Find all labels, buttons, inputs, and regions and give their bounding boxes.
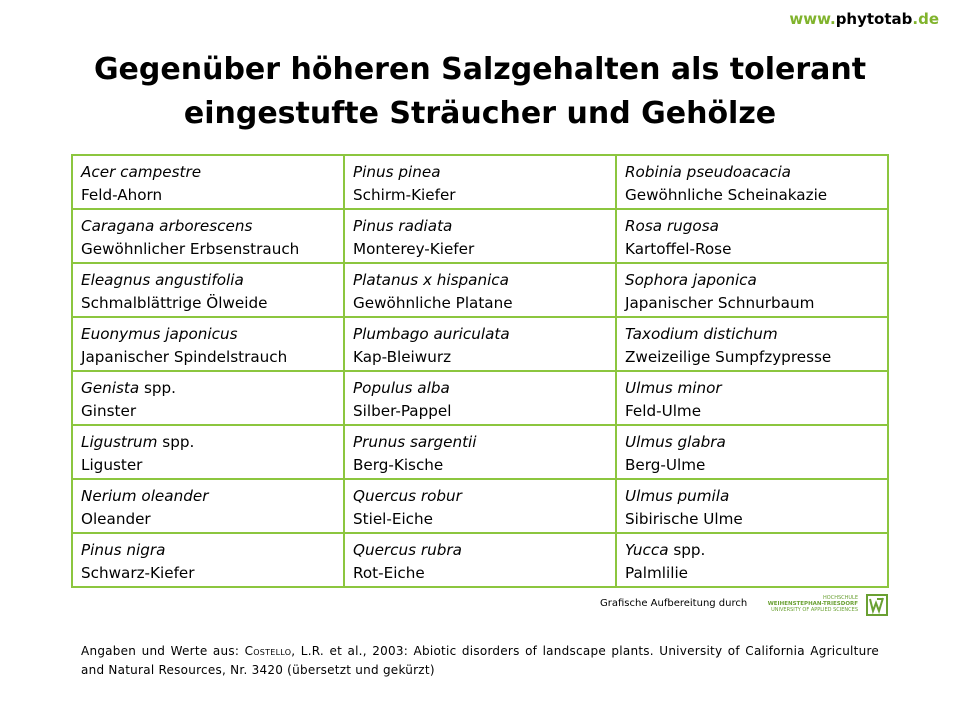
table-cell: [616, 263, 888, 317]
common-name: Ginster: [81, 402, 137, 420]
latin-name-text: Taxodium distichum: [625, 325, 778, 343]
table-cell: [616, 317, 888, 371]
table-cell: [344, 209, 616, 263]
latin-name: [625, 269, 878, 292]
table-cell: [616, 155, 888, 209]
common-name: Sibirische Ulme: [625, 510, 743, 528]
hswt-logo: [767, 594, 888, 616]
table-cell: [72, 533, 344, 587]
table-cell: [616, 209, 888, 263]
table-cell: [72, 425, 344, 479]
site-url-prefix: www.: [789, 10, 836, 28]
common-name: Schwarz-Kiefer: [81, 564, 195, 582]
latin-name-suffix: spp.: [139, 379, 176, 397]
latin-name: [81, 377, 334, 400]
latin-name-text: Eleagnus angustifolia: [81, 271, 244, 289]
common-name: Stiel-Eiche: [353, 510, 433, 528]
latin-name: [353, 431, 606, 454]
common-name: Rot-Eiche: [353, 564, 425, 582]
table-cell: [344, 425, 616, 479]
table-cell: [344, 155, 616, 209]
common-name: Zweizeilige Sumpfzypresse: [625, 348, 832, 366]
latin-name: [625, 539, 878, 562]
source-citation: [81, 642, 879, 680]
latin-name: [625, 377, 878, 400]
latin-name-text: Rosa rugosa: [625, 217, 719, 235]
common-name: Liguster: [81, 456, 143, 474]
latin-name-text: Plumbago auriculata: [353, 325, 510, 343]
site-url-name: phytotab: [835, 10, 913, 28]
latin-name-text: Robinia pseudoacacia: [625, 163, 791, 181]
latin-name: [625, 431, 878, 454]
table-cell: [344, 317, 616, 371]
latin-name: [353, 539, 606, 562]
table-row: [72, 425, 888, 479]
logo-line1: HOCHSCHULE: [823, 595, 858, 601]
latin-name-text: Euonymus japonicus: [81, 325, 238, 343]
common-name: Berg-Kische: [353, 456, 444, 474]
latin-name-text: Quercus robur: [353, 487, 462, 505]
common-name: Silber-Pappel: [353, 402, 452, 420]
table-cell: [344, 263, 616, 317]
table-row: [72, 263, 888, 317]
source-rest: , L.R. et al., 2003: Abiotic disorders of landscape plants. University of California Agriculture and Natural Resources, Nr. 3420 (übersetzt und gekürzt): [81, 644, 879, 677]
common-name: Palmlilie: [625, 564, 689, 582]
latin-name: [625, 323, 878, 346]
table-cell: [616, 533, 888, 587]
common-name: Monterey-Kiefer: [353, 240, 475, 258]
latin-name: [81, 485, 334, 508]
table-cell: [72, 263, 344, 317]
table-cell: [72, 479, 344, 533]
latin-name-text: Pinus nigra: [81, 541, 166, 559]
hswt-logo-text: [748, 595, 858, 613]
latin-name: [81, 431, 334, 454]
logo-line2: WEIHENSTEPHAN-TRIESDORF: [767, 601, 858, 607]
latin-name: [81, 269, 334, 292]
table-cell: [72, 317, 344, 371]
table-row: [72, 371, 888, 425]
latin-name: [353, 377, 606, 400]
table-cell: [72, 209, 344, 263]
table-row: [72, 533, 888, 587]
table-cell: [344, 479, 616, 533]
common-name: Feld-Ulme: [625, 402, 702, 420]
table-row: [72, 479, 888, 533]
latin-name-text: Acer campestre: [81, 163, 202, 181]
logo-line3: UNIVERSITY OF APPLIED SCIENCES: [771, 607, 858, 613]
latin-name: [353, 215, 606, 238]
table-row: [72, 317, 888, 371]
latin-name: [353, 323, 606, 346]
common-name: Gewöhnliche Scheinakazie: [625, 186, 828, 204]
site-url-suffix: .de: [912, 10, 939, 28]
common-name: Kartoffel-Rose: [625, 240, 732, 258]
table-cell: [616, 479, 888, 533]
table-cell: [616, 425, 888, 479]
latin-name-text: Genista: [81, 379, 140, 397]
table-row: [72, 155, 888, 209]
latin-name-text: Ulmus minor: [625, 379, 722, 397]
common-name: Gewöhnliche Platane: [353, 294, 513, 312]
page-title-line1: Gegenüber höheren Salzgehalten als tolerant: [93, 52, 867, 87]
common-name: Berg-Ulme: [625, 456, 706, 474]
table-cell: [616, 371, 888, 425]
hswt-logo-mark-icon: [866, 594, 888, 616]
latin-name-text: Pinus pinea: [353, 163, 441, 181]
latin-name-text: Ulmus pumila: [625, 487, 730, 505]
latin-name-text: Nerium oleander: [81, 487, 209, 505]
latin-name-text: Populus alba: [353, 379, 450, 397]
latin-name-text: Prunus sargentii: [353, 433, 477, 451]
common-name: Schirm-Kiefer: [353, 186, 456, 204]
table-row: [72, 209, 888, 263]
table-cell: [72, 371, 344, 425]
latin-name: [81, 161, 334, 184]
common-name: Kap-Bleiwurz: [353, 348, 452, 366]
latin-name: [353, 269, 606, 292]
plant-table: [71, 154, 889, 588]
latin-name-suffix: spp.: [157, 433, 195, 451]
latin-name: [81, 215, 334, 238]
latin-name: [81, 323, 334, 346]
source-author: Costello: [244, 644, 292, 658]
latin-name-text: Caragana arborescens: [81, 217, 253, 235]
latin-name: [625, 485, 878, 508]
source-prefix: Angaben und Werte aus:: [81, 644, 245, 658]
common-name: Schmalblättrige Ölweide: [81, 294, 268, 312]
latin-name-text: Ligustrum: [81, 433, 158, 451]
common-name: Feld-Ahorn: [81, 186, 163, 204]
common-name: Oleander: [81, 510, 151, 528]
latin-name: [625, 161, 878, 184]
table-cell: [344, 371, 616, 425]
latin-name-text: Ulmus glabra: [625, 433, 726, 451]
latin-name: [353, 161, 606, 184]
latin-name-suffix: spp.: [668, 541, 706, 559]
common-name: Gewöhnlicher Erbsenstrauch: [81, 240, 300, 258]
table-cell: [72, 155, 344, 209]
site-url[interactable]: [789, 10, 939, 28]
common-name: Japanischer Schnurbaum: [625, 294, 815, 312]
latin-name-text: Sophora japonica: [625, 271, 757, 289]
table-cell: [344, 533, 616, 587]
latin-name: [353, 485, 606, 508]
page-title-line2: eingestufte Sträucher und Gehölze: [183, 96, 777, 131]
latin-name-text: Yucca: [625, 541, 669, 559]
graphic-credit: Grafische Aufbereitung durch: [600, 598, 748, 609]
latin-name-text: Quercus rubra: [353, 541, 462, 559]
plant-table-body: [72, 155, 888, 587]
latin-name: [81, 539, 334, 562]
latin-name-text: Platanus x hispanica: [353, 271, 509, 289]
latin-name-text: Pinus radiata: [353, 217, 453, 235]
latin-name: [625, 215, 878, 238]
page-title: [0, 48, 960, 136]
common-name: Japanischer Spindelstrauch: [81, 348, 288, 366]
